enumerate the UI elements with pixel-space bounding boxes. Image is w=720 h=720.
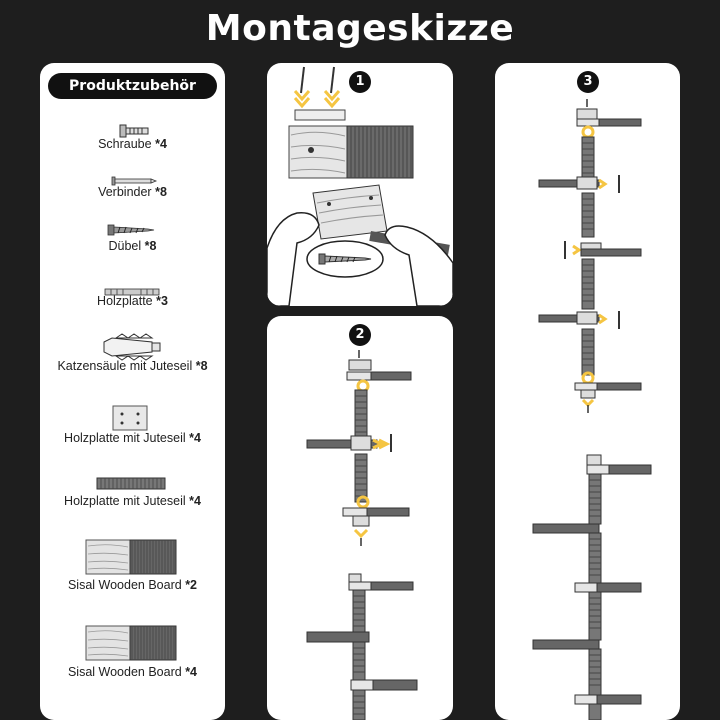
part-label-sisal-board-a: Sisal Wooden Board *2: [67, 578, 198, 592]
step-1-panel: [267, 63, 453, 306]
part-label-rope-plate-b: Holzplatte mit Juteseil *4: [64, 494, 201, 508]
step-1-illustration: [267, 63, 453, 306]
step-3-panel: [495, 63, 680, 720]
part-label-wood-plate: Holzplatte *3: [97, 294, 168, 308]
part-label-connector: Verbinder *8: [98, 185, 167, 199]
part-label-rope-plate-a: Holzplatte mit Juteseil *4: [64, 431, 201, 445]
page-title: Montageskizze: [205, 8, 515, 49]
step-2-illustration: [267, 316, 453, 720]
step-3-illustration: [495, 63, 680, 720]
step-2-number: 2: [349, 324, 371, 346]
step-1-number: 1: [349, 71, 371, 93]
parts-header: Produktzubehör: [48, 73, 217, 99]
part-label-dowel: Dübel *8: [108, 239, 157, 253]
screw-icon: [40, 63, 225, 720]
parts-panel: [40, 63, 225, 720]
step-2-panel: [267, 316, 453, 720]
part-label-screw: Schraube *4: [98, 137, 167, 151]
part-label-cat-pole: Katzensäule mit Juteseil *8: [57, 359, 208, 373]
part-label-sisal-board-b: Sisal Wooden Board *4: [67, 665, 198, 679]
step-3-number: 3: [577, 71, 599, 93]
